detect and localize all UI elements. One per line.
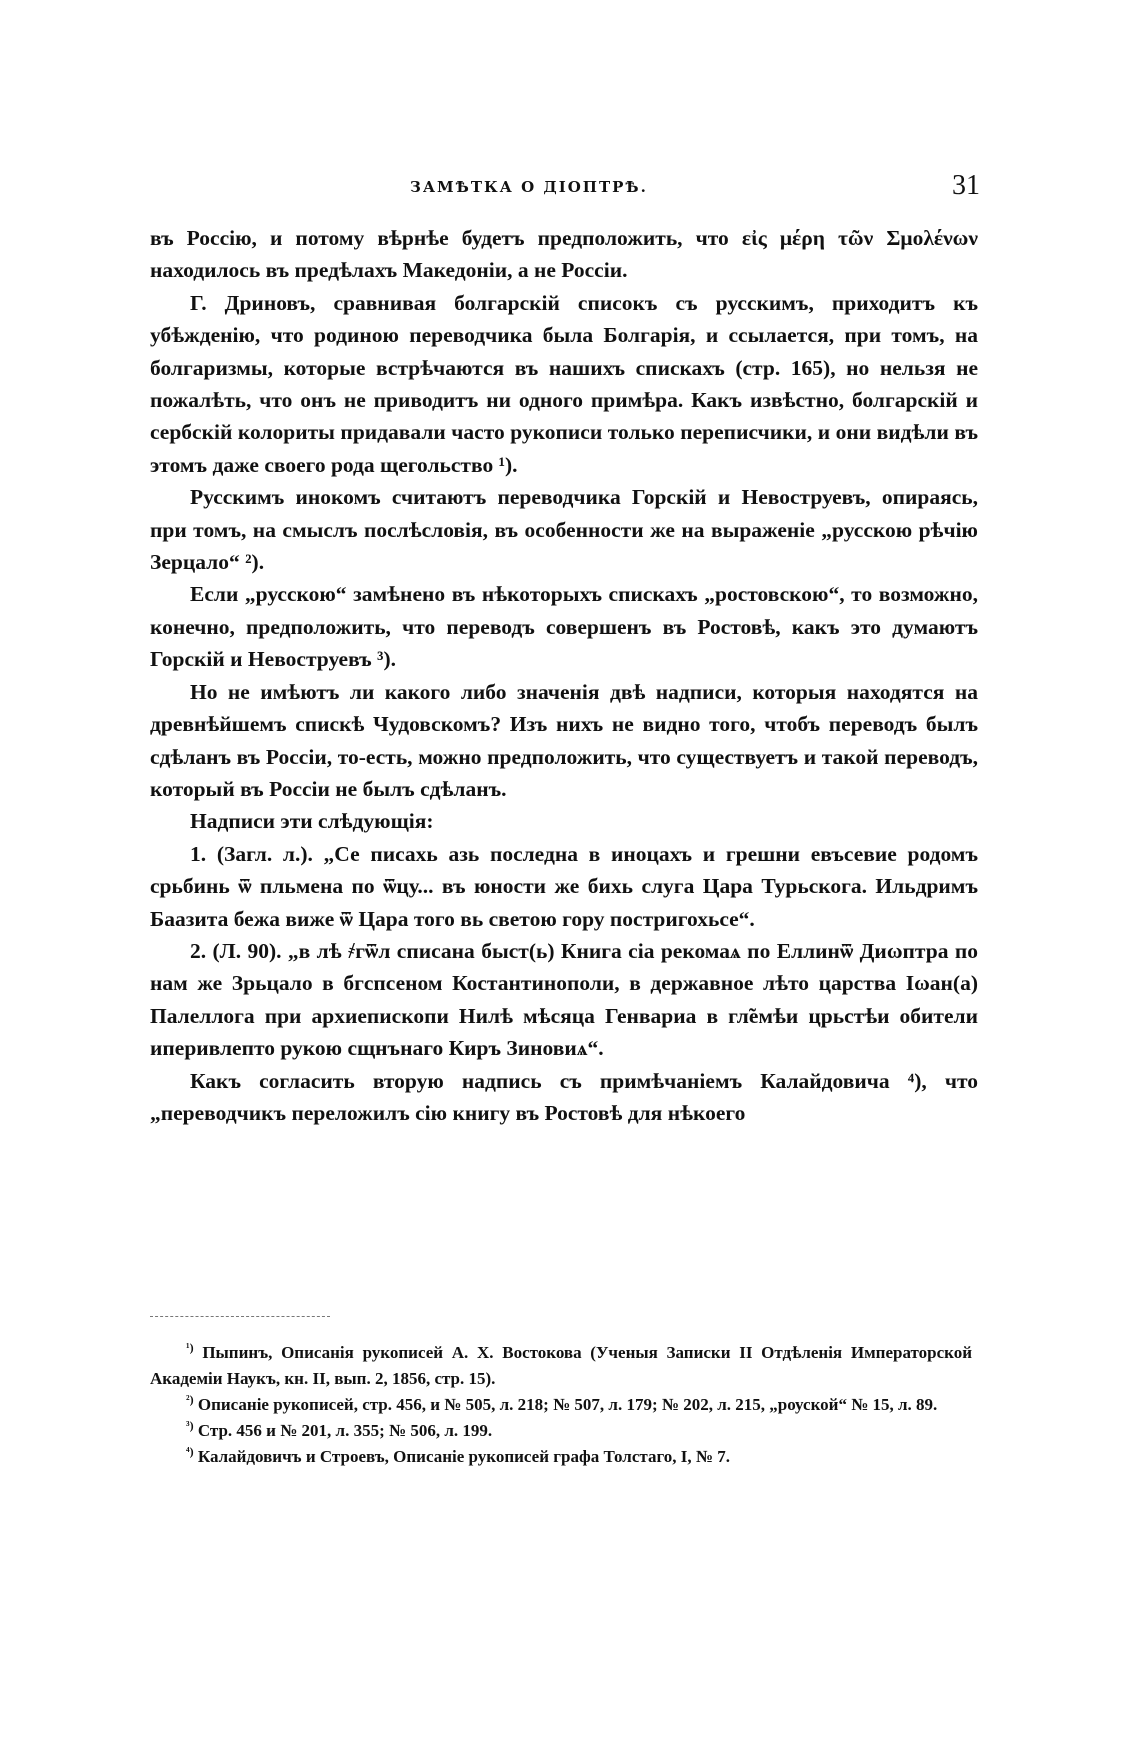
inscription: 2. (Л. 90). „в лѣ ҂гѿл списана быст(ь) Книга сіа рекомаѧ по Еллинѿ Диωптра по нам же Зрьцало в бгспсеном Костантинополи, в державное лѣто царства Іωан(а) Палеллога при архиепископи Нилѣ мѣсяца Генвариа в гл̃емѣи црьстѣи обители иперивлепто рукою сщнънаго Киръ Зиновиѧ“.: [150, 938, 978, 1061]
paragraph: Но не имѣютъ ли какого либо значенія двѣ надписи, которыя находятся на древнѣйшемъ спискѣ Чудовскомъ? Изъ нихъ не видно того, чтобъ переводъ былъ сдѣланъ въ Россіи, то-есть, можно предположить, что существуетъ и такой переводъ, который въ Россіи не былъ сдѣланъ.: [150, 679, 978, 801]
footnote-marker: ⁴): [186, 1444, 194, 1459]
running-title: ЗАМѢТКА О ДІОПТРѢ.: [410, 178, 648, 196]
footnote-marker: ¹): [186, 1340, 194, 1355]
footnote-text: Стр. 456 и № 201, л. 355; № 506, л. 199.: [197, 1421, 493, 1440]
footnote-text: Описаніе рукописей, стр. 456, и № 505, л. 218; № 507, л. 179; № 202, л. 215, „роуской“ № 15, л. 89.: [197, 1395, 938, 1414]
inscription: 1. (Загл. л.). „Се писахь азь последна в иноцахъ и грешни евъсевие родомъ срьбинь ѿ пльмена по ѿцу... въ юности же бихь слуга Цара Турьскога. Ильдримъ Баазита бежа виже ѿ Цара того вь светою гору постригохьсе“.: [150, 841, 978, 931]
footnotes: [150, 1340, 972, 1470]
footnote-text: Пыпинъ, Описанія рукописей А. Х. Востокова (Ученыя Записки II Отдѣленія Императорской Академіи Наукъ, кн. II, вып. 2, 1856, стр. 15).: [150, 1343, 972, 1388]
footnote-marker: ²): [186, 1392, 194, 1407]
footnote-marker: ³): [186, 1418, 194, 1433]
footnote: [150, 1392, 972, 1418]
paragraph: Надписи эти слѣдующія:: [190, 809, 434, 834]
paragraph: Какъ согласить вторую надпись съ примѣчаніемъ Калайдовича ⁴), что „переводчикъ переложилъ сію книгу въ Ростовѣ для нѣкоего: [150, 1068, 978, 1125]
footnote: [150, 1444, 972, 1470]
footnote-text: Калайдовичъ и Строевъ, Описаніе рукописей графа Толстаго, I, № 7.: [197, 1447, 730, 1466]
footnote: [150, 1418, 972, 1444]
page-number: 31: [952, 170, 980, 201]
main-text: [150, 222, 978, 1129]
paragraph: въ Россію, и потому вѣрнѣе будетъ предположить, что εἰς μέρη τῶν Σμολένων находилось въ предѣлахъ Македоніи, а не Россіи.: [150, 226, 978, 283]
footnote-divider: [150, 1316, 330, 1317]
paragraph: Г. Дриновъ, сравнивая болгарскій списокъ съ русскимъ, приходитъ къ убѣжденію, что родиною переводчика была Болгарія, и ссылается, при томъ, на болгаризмы, которые встрѣчаются въ нашихъ спискахъ (стр. 165), но нельзя не пожалѣть, что онъ не приводитъ ни одного примѣра. Какъ извѣстно, болгарскій и сербскій колориты придавали часто рукописи только переписчики, и они видѣли въ этомъ даже своего рода щегольство ¹).: [150, 290, 978, 477]
paragraph: Русскимъ инокомъ считаютъ переводчика Горскій и Невоструевъ, опираясь, при томъ, на смыслъ послѣсловія, въ особенности же на выраженіе „русскою рѣчію Зерцало“ ²).: [150, 485, 978, 575]
footnote: [150, 1340, 972, 1392]
page-header: [150, 170, 980, 216]
paragraph: Если „русскою“ замѣнено въ нѣкоторыхъ спискахъ „ростовскою“, то возможно, конечно, предположить, что переводъ совершенъ въ Ростовѣ, какъ это думаютъ Горскій и Невоструевъ ³).: [150, 582, 978, 672]
